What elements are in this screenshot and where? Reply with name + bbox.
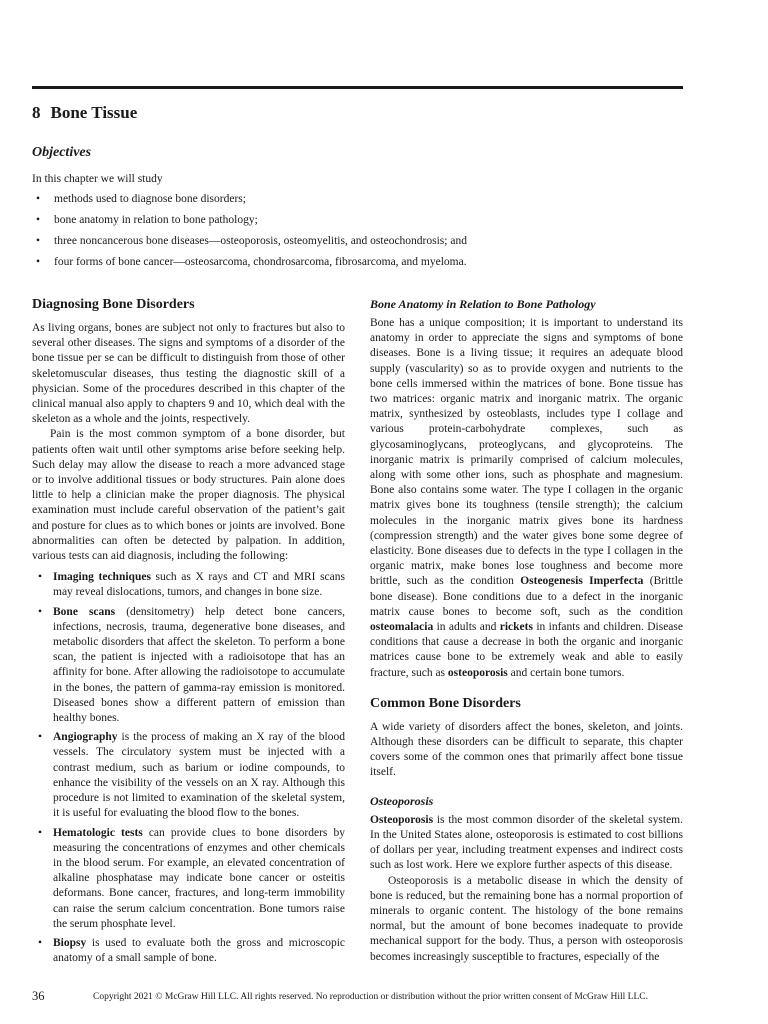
anatomy-text: in infants and children. Disease conditions that cause a decrease in both the organic and inorganic matrices cause bone to be extremely weak and able to easily fracture, such as <box>370 621 683 679</box>
diagnostic-tests-list <box>32 570 345 966</box>
osteoporosis-paragraph-2: Osteoporosis is a metabolic disease in which the density of bone is reduced, but the remaining bone has a normal proportion of minerals to organic content. The histology of the bone remains normal, but the amount of bone becomes inadequate to provide mechanical support for the body. Thus, a person with osteoporosis becomes increasingly susceptible to fractures, especially of the <box>370 874 683 963</box>
term: Biopsy <box>53 936 87 949</box>
osteoporosis-text: is the most common disorder of the skeletal system. In the United States alone, osteoporosis is estimated to cost billions of dollars per year, including treatment expenses and indirect costs such as lost work. Here we explore further aspects of this disease. <box>370 813 683 872</box>
list-item <box>32 570 345 600</box>
common-disorders-paragraph: A wide variety of disorders affect the bones, skeleton, and joints. Although these disorders can be difficult to separate, this chapter covers some of the common ones that primarily affect bone tissue itself. <box>370 720 683 779</box>
diagnosing-paragraph-2: Pain is the most common symptom of a bone disorder, but patients often wait until other symptoms arise before seeking help. Such delay may allow the disease to reach a more advanced stage or to involve additional tissues or body structures. Pain alone does little to help a clinician make the proper diagnosis. The physical examination must include careful observation of the patient’s gait and posture for clues as to which bones or joints are involved. Bone abnormalities can often be detected by palpation. In addition, various tests can aid diagnosis, including the following: <box>32 428 345 563</box>
left-column <box>32 296 345 970</box>
chapter-number: 8 <box>32 103 41 122</box>
term: Osteoporosis <box>370 813 434 826</box>
common-disorders-heading: Common Bone Disorders <box>370 695 521 711</box>
anatomy-text: in adults and <box>433 621 500 634</box>
copyright-notice: Copyright 2021 © McGraw Hill LLC. All rights reserved. No reproduction or distribution without the prior written consent of McGraw Hill LLC. <box>93 992 648 1002</box>
objectives-intro: In this chapter we will study <box>32 173 163 185</box>
list-item <box>32 605 345 727</box>
objective-item: • bone anatomy in relation to bone pathology; <box>32 210 692 231</box>
term: Imaging techniques <box>53 571 151 584</box>
term: Angiography <box>53 731 118 744</box>
item-text: is the process of making an X ray of the blood vessels. The circulatory system must be injected with a contrast medium, such as barium or iodine compounds, to enhance the visibility of the vessels on an X ray. Although this procedure is not limited to examination of the skeletal system, it is useful for evaluating the blood flow to the bones. <box>53 731 345 820</box>
term: Hematologic tests <box>53 826 143 839</box>
objective-item: • four forms of bone cancer—osteosarcoma, chondrosarcoma, fibrosarcoma, and myeloma. <box>32 252 692 273</box>
item-text: can provide clues to bone disorders by measuring the concentrations of enzymes and other chemicals in the blood serum. For example, an elevated concentration of alkaline phosphatase may indicate bone cancer or osteitis deformans. Bone cancer, fractures, and long-term immobility can raise the serum calcium concentration. Bone tumors raise the serum phosphate level. <box>53 826 345 930</box>
osteoporosis-paragraph-1 <box>370 813 683 874</box>
term: Bone scans <box>53 605 116 618</box>
item-text: such as X rays and CT and MRI scans may reveal dislocations, tumors, and changes in bone size. <box>53 571 345 599</box>
chapter-title <box>32 103 137 123</box>
list-item <box>32 730 345 821</box>
item-text: is used to evaluate both the gross and microscopic anatomy of a small sample of bone. <box>53 936 345 965</box>
page-number: 36 <box>32 989 45 1003</box>
anatomy-heading: Bone Anatomy in Relation to Bone Pathology <box>370 297 596 311</box>
anatomy-text: (Brittle bone disease). Bone conditions due to a defect in the inorganic matrix cause bones to become soft, such as the condition <box>370 575 683 618</box>
objective-item: • three noncancerous bone diseases—osteoporosis, osteomyelitis, and osteochondrosis; and <box>32 231 692 252</box>
chapter-name: Bone Tissue <box>50 103 138 122</box>
term: osteoporosis <box>447 666 508 679</box>
objective-item: • methods used to diagnose bone disorders; <box>32 189 692 210</box>
item-text: (densitometry) help detect bone cancers, infections, necrosis, trauma, degenerative bone diseases, and metabolic disorders that affect the skeleton. To perform a bone scan, the patient is injected with a radioisotope that has an affinity for bone. After allowing the radioisotope to accumulate in the bones, the pattern of gamma-ray emission is monitored. Diseased bones show a different pattern of emission than healthy bones. <box>53 605 346 725</box>
top-rule <box>32 86 683 89</box>
list-item <box>32 936 345 966</box>
diagnosing-heading: Diagnosing Bone Disorders <box>32 297 195 312</box>
anatomy-paragraph <box>370 316 683 681</box>
osteoporosis-heading: Osteoporosis <box>370 793 434 808</box>
right-column <box>370 296 683 965</box>
anatomy-text: Bone has a unique composition; it is important to understand its anatomy in order to appreciate the signs and symptoms of bone diseases. Bone is a living tissue; it requires an adequate blood supply (vascularity) so as to provide oxygen and nutrients to the bone cells immersed within the matrices of bone. Bone tissue has two matrices: organic matrix and inorganic matrix. The organic matrix, synthesized by osteoblasts, includes type I collage and various protein-carbohydrate complexes, such as glycosaminoglycans, proteoglycans, and glycoproteins. The inorganic matrix is primarily comprised of calcium molecules, along with some other ions, such as phosphate and magnesium. Bone also contains some water. The type I collagen in the organic matrix gives bone its toughness (tensile strength); the calcium molecules in the inorganic matrix gives bone its hardness (compression strength) and the water gives bone some degree of elasticity. Bone diseases due to defects in the type I collagen in the organic matrix, make bones lose toughness and become more brittle, such as the condition <box>370 317 683 588</box>
list-item <box>32 826 345 932</box>
objectives-heading: Objectives <box>32 145 92 160</box>
objectives-list <box>32 189 692 273</box>
term: rickets <box>499 621 533 634</box>
term: Osteogenesis Imperfecta <box>520 575 644 588</box>
term: osteomalacia <box>370 621 434 634</box>
anatomy-text: and certain bone tumors. <box>507 666 625 679</box>
diagnosing-paragraph-1: As living organs, bones are subject not only to fractures but also to several other diseases. The signs and symptoms of a disorder of the bone tissue per se can be difficult to distinguish from those of other skeletomuscular diseases, thus testing the diagnostic skill of a physician. Some of the procedures described in this chapter of the clinical manual also apply to chapters 9 and 10, which deal with the skeleton as a whole and the joints, respectively. <box>32 322 345 426</box>
